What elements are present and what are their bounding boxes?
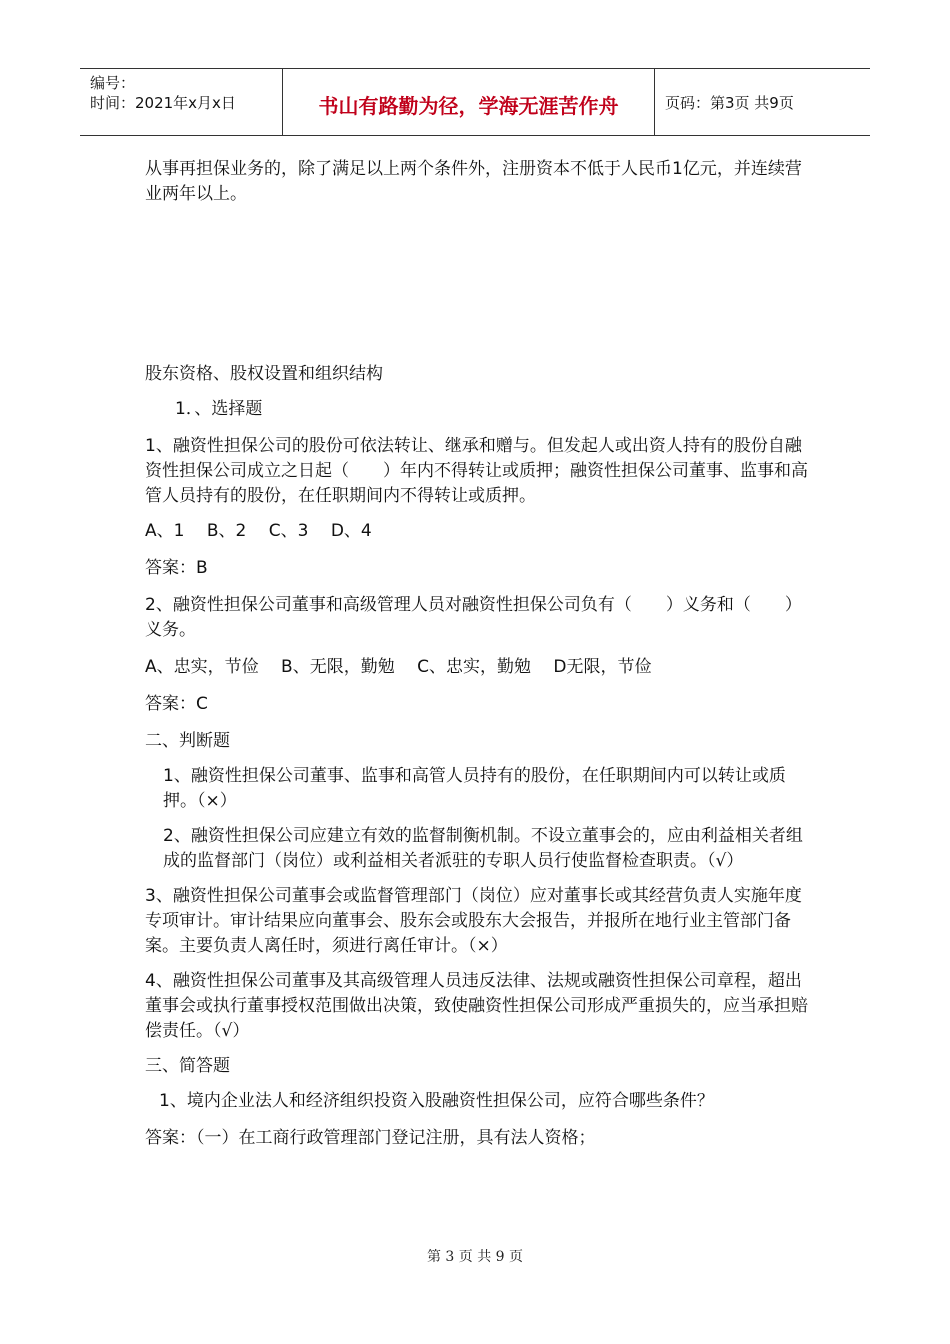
document-body [145,157,810,1151]
page-header [80,68,870,136]
question-2: 2、融资性担保公司董事和高级管理人员对融资性担保公司负有（ ）义务和（ ）义务。 [145,595,802,640]
date-line: 时间：2021年x月x日 [90,94,236,112]
paragraph-reguarantee: 从事再担保业务的，除了满足以上两个条件外，注册资本不低于人民币1亿元，并连续营业两年以上。 [145,159,802,204]
question-2-options: A、忠实，节俭 B、无限，勤勉 C、忠实，勤勉 D无限，节俭 [145,657,652,677]
question-1: 1、融资性担保公司的股份可依法转让、继承和赠与。但发起人或出资人持有的股份自融资性担保公司成立之日起（ ）年内不得转让或质押；融资性担保公司董事、监事和高管人员持有的股份，在任职期间内不得转让或质押。 [145,436,808,506]
judge-3: 3、融资性担保公司董事会或监督管理部门（岗位）应对董事长或其经营负责人实施年度专项审计。审计结果应向董事会、股东会或股东大会报告，并报所在地行业主管部门备案。主要负责人离任时，须进行离任审计。（×） [145,886,802,956]
question-1-answer: 答案：B [145,558,208,578]
short-answer-1: 1、境内企业法人和经济组织投资入股融资性担保公司，应符合哪些条件？ [159,1091,714,1111]
number-label: 编号： [90,74,136,92]
question-2-answer: 答案：C [145,694,208,714]
header-meta [80,69,282,135]
judge-2: 2、融资性担保公司应建立有效的监督制衡机制。不设立董事会的，应由利益相关者组成的监督部门（岗位）或利益相关者派驻的专职人员行使监督检查职责。（√） [163,826,803,871]
short-answer-title: 三、简答题 [145,1056,230,1076]
subsection-choice: 1．、选择题 [175,399,263,419]
question-1-options: A、1 B、2 C、3 D、4 [145,521,372,541]
judge-4: 4、融资性担保公司董事及其高级管理人员违反法律、法规或融资性担保公司章程，超出董事会或执行董事授权范围做出决策，致使融资性担保公司形成严重损失的，应当承担赔偿责任。（√） [145,971,808,1041]
header-motto: 书山有路勤为径，学海无涯苦作舟 [282,69,655,135]
judge-section-title: 二、判断题 [145,731,230,751]
judge-1: 1、融资性担保公司董事、监事和高管人员持有的股份，在任职期间内可以转让或质押。（×） [163,766,786,811]
section-title: 股东资格、股权设置和组织结构 [145,364,383,384]
short-answer-1-answer: 答案：（一）在工商行政管理部门登记注册，具有法人资格； [145,1128,596,1148]
header-page-info: 页码：第3页 共9页 [665,93,794,112]
page-footer: 第 3 页 共 9 页 [426,1249,524,1265]
